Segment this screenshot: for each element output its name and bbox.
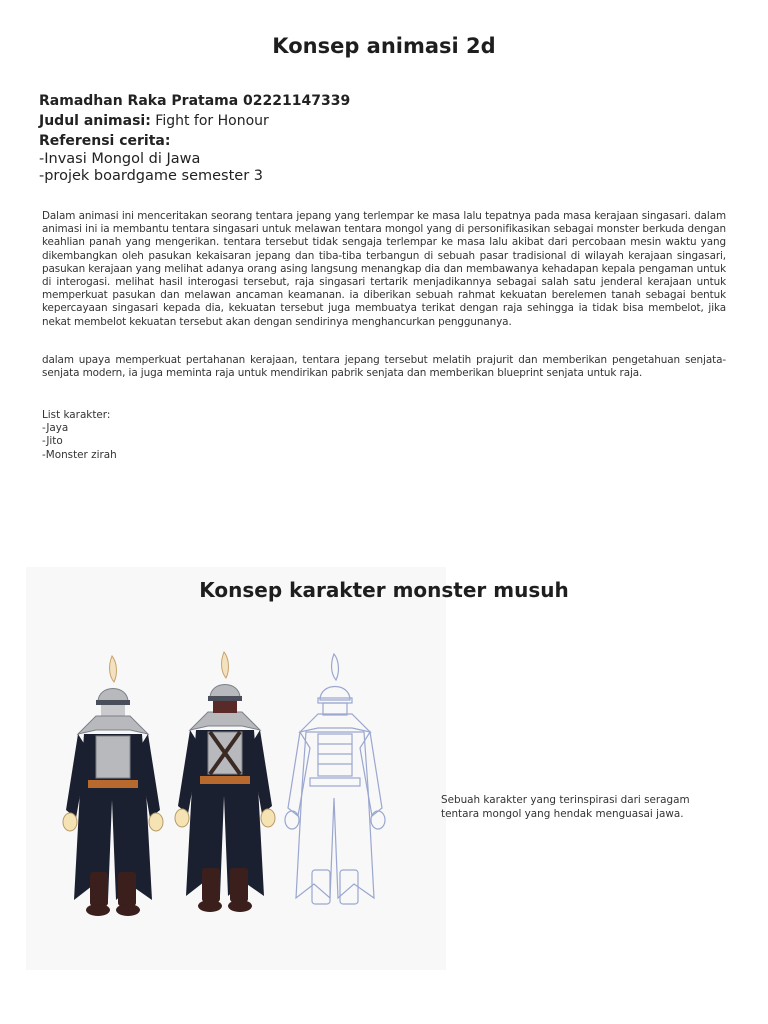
character-list-item: -Jaya <box>42 422 69 435</box>
judul-label: Judul animasi: <box>39 113 151 129</box>
judul-value: Fight for Honour <box>155 113 269 129</box>
character-illustrations <box>60 650 390 940</box>
character-list-item: -Jito <box>42 435 63 448</box>
info-block <box>39 91 350 185</box>
referensi-item: -Invasi Mongol di Jawa <box>39 151 201 167</box>
author-line: Ramadhan Raka Pratama 02221147339 <box>39 93 351 109</box>
monster-armored-view <box>175 652 275 912</box>
concept-title: Konsep karakter monster musuh <box>199 578 569 602</box>
character-list-item: -Monster zirah <box>42 448 117 461</box>
character-list-heading: List karakter: <box>42 409 111 421</box>
monster-front-view <box>63 656 163 916</box>
story-paragraph: Dalam animasi ini menceritakan seorang tentara jepang yang terlempar ke masa lalu tepatnya pada masa kerajaan singasari. dalam animasi ini ia membantu tentara singasari untuk melawan tentara mongol yang di personifikasikan sebagai monster berkuda dengan keahlian panah yang mengerikan. tentara tersebut tidak sengaja terlempar ke masa lalu akibat dari percobaan mesin waktu yang dikembangkan oleh pasukan kekaisaran jepang dan tiba-tiba terbangun di sebuah pasar tradisional di wilayah kerajaan singasari, pasukan kerajaan yang melihat adanya orang asing langsung menangkap dia dan membawanya kehadapan kepala pengaman untuk di interogasi. melihat hasil interogasi tersebut, raja singasari tertarik menjadikannya sebagai salah satu jenderal kerajaan untuk memperkuat pasukan dan melawan ancaman keamanan. ia diberikan sebuah rahmat kekuatan berelemen tanah sebagai bentuk kepercayaan singasari kepada dia, kekuatan tersebut juga membuatya terikat dengan raja sehingga ia tidak bisa membelot, jika nekat membelot kekuatan tersebut akan dengan sendirinya menghancurkan penggunanya. <box>42 210 726 328</box>
concept-caption: Sebuah karakter yang terinspirasi dari seragam tentara mongol yang hendak menguasai jawa. <box>441 794 690 820</box>
story-paragraph: dalam upaya memperkuat pertahanan kerajaan, tentara jepang tersebut melatih prajurit dan memberikan pengetahuan senjata-senjata modern, ia juga meminta raja untuk mendirikan pabrik senjata dan memberikan blueprint senjata untuk raja. <box>42 354 726 380</box>
monster-sketch-view <box>285 654 385 904</box>
character-list <box>42 409 117 462</box>
referensi-label: Referensi cerita: <box>39 133 171 149</box>
referensi-item: -projek boardgame semester 3 <box>39 168 263 184</box>
page-title: Konsep animasi 2d <box>272 34 496 58</box>
